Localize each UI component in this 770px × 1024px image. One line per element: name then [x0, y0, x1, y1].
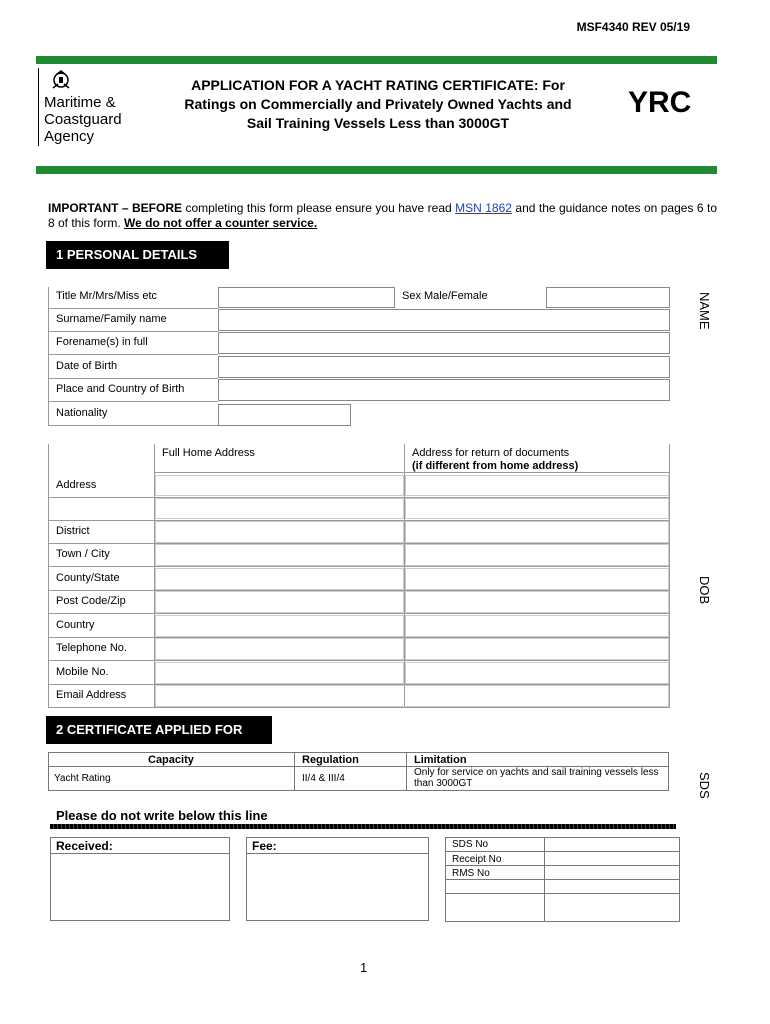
row-divider	[48, 354, 218, 355]
row-divider	[48, 660, 670, 661]
title-label: Title Mr/Mrs/Miss etc	[56, 290, 158, 302]
office-use-rule	[50, 824, 676, 829]
home-country-field[interactable]	[155, 615, 404, 637]
email-label: Email Address	[56, 689, 127, 701]
side-label-name: NAME	[697, 292, 712, 330]
col-capacity: Capacity	[148, 754, 194, 766]
surname-label: Surname/Family name	[56, 313, 167, 325]
receipt-no-label: Receipt No	[452, 854, 502, 865]
return-address-note: (if different from home address)	[412, 460, 579, 472]
row-limitation: Only for service on yachts and sail training vessels less than 3000GT	[414, 767, 659, 789]
nationality-label: Nationality	[56, 407, 108, 419]
home-address-line1[interactable]	[155, 475, 404, 496]
nationality-field[interactable]	[218, 404, 351, 426]
row-divider	[48, 707, 670, 708]
fee-label: Fee:	[252, 839, 277, 853]
pob-label: Place and Country of Birth	[56, 383, 185, 395]
row-divider	[48, 378, 218, 379]
home-town-field[interactable]	[155, 544, 404, 566]
town-label: Town / City	[56, 548, 110, 560]
logo-divider	[38, 68, 39, 146]
agency-name	[44, 94, 122, 145]
form-title	[160, 76, 596, 133]
return-telephone-field[interactable]	[405, 638, 669, 660]
col-regulation: Regulation	[302, 754, 359, 766]
district-label: District	[56, 525, 90, 537]
col-divider	[406, 752, 407, 791]
forenames-label: Forename(s) in full	[56, 336, 148, 348]
title-line: Sail Training Vessels Less than 3000GT	[246, 115, 510, 131]
received-label: Received:	[56, 839, 113, 853]
return-address-header: Address for return of documents	[412, 447, 570, 459]
dob-field[interactable]	[218, 356, 670, 378]
row-divider	[154, 472, 670, 473]
forenames-field[interactable]	[218, 332, 670, 354]
country-label: Country	[56, 619, 95, 631]
return-town-field[interactable]	[405, 544, 669, 566]
important-text: completing this form please ensure you have read	[182, 201, 456, 215]
return-address-line1[interactable]	[405, 475, 669, 496]
pob-field[interactable]	[218, 379, 670, 401]
side-label-dob: DOB	[697, 576, 712, 605]
col-limitation: Limitation	[414, 754, 467, 766]
row-divider	[445, 879, 680, 880]
county-label: County/State	[56, 572, 120, 584]
form-code: MSF4340 REV 05/19	[576, 20, 690, 34]
row-divider	[48, 401, 218, 402]
box-divider	[50, 853, 230, 854]
left-border	[48, 287, 49, 426]
msn-link[interactable]: MSN 1862	[455, 201, 512, 215]
return-district-field[interactable]	[405, 521, 669, 543]
important-text: and the guidance notes on pages 6 to 8 of this form.	[48, 201, 717, 230]
form-code-yrc: YRC	[628, 86, 692, 119]
surname-field[interactable]	[218, 309, 670, 331]
return-postcode-field[interactable]	[405, 591, 669, 613]
rms-no-label: RMS No	[452, 868, 490, 879]
return-country-field[interactable]	[405, 615, 669, 637]
telephone-label: Telephone No.	[56, 642, 127, 654]
row-divider	[48, 308, 218, 309]
left-border	[48, 444, 49, 708]
return-address-line2[interactable]	[405, 498, 669, 519]
postcode-label: Post Code/Zip	[56, 595, 126, 607]
return-county-field[interactable]	[405, 568, 669, 590]
row-divider	[48, 566, 670, 567]
home-address-line2[interactable]	[155, 498, 404, 519]
home-mobile-field[interactable]	[155, 662, 404, 684]
sex-field[interactable]	[546, 287, 670, 308]
return-mobile-field[interactable]	[405, 662, 669, 684]
row-divider	[48, 613, 670, 614]
row-capacity: Yacht Rating	[54, 773, 111, 784]
dob-label: Date of Birth	[56, 360, 118, 372]
section-1-heading: 1 PERSONAL DETAILS	[46, 241, 229, 269]
top-green-bar	[36, 56, 717, 64]
sex-label: Sex Male/Female	[402, 290, 488, 302]
office-use-notice: Please do not write below this line	[56, 808, 268, 823]
agency-line: Agency	[44, 128, 95, 145]
row-divider	[48, 425, 218, 426]
agency-line: Coastguard	[44, 111, 122, 128]
section-2-heading: 2 CERTIFICATE APPLIED FOR	[46, 716, 272, 744]
home-telephone-field[interactable]	[155, 638, 404, 660]
important-lead: IMPORTANT – BEFORE	[48, 201, 182, 215]
counter-notice: We do not offer a counter service.	[124, 216, 318, 230]
side-label-sds: SDS	[697, 772, 712, 799]
row-divider	[445, 893, 680, 894]
home-district-field[interactable]	[155, 521, 404, 543]
row-regulation: II/4 & III/4	[302, 773, 345, 784]
page-number: 1	[360, 960, 368, 975]
header-green-bar	[36, 166, 717, 174]
title-line: Ratings on Commercially and Privately Owned Yachts and	[184, 96, 572, 112]
title-line: APPLICATION FOR A YACHT RATING CERTIFICATE: For	[191, 77, 565, 93]
title-field[interactable]	[218, 287, 395, 308]
row-divider	[48, 331, 218, 332]
row-divider	[445, 865, 680, 866]
address-label: Address	[56, 479, 97, 491]
home-postcode-field[interactable]	[155, 591, 404, 613]
row-divider	[445, 851, 680, 852]
col-divider	[294, 752, 295, 791]
right-border	[669, 444, 670, 708]
email-field[interactable]	[155, 685, 669, 707]
important-notice	[48, 201, 717, 231]
home-county-field[interactable]	[155, 568, 404, 590]
royal-crest-icon	[50, 68, 72, 90]
mobile-label: Mobile No.	[56, 666, 109, 678]
home-address-header: Full Home Address	[162, 447, 255, 459]
sds-no-label: SDS No	[452, 839, 489, 850]
agency-line: Maritime &	[44, 94, 116, 111]
box-divider	[246, 853, 429, 854]
